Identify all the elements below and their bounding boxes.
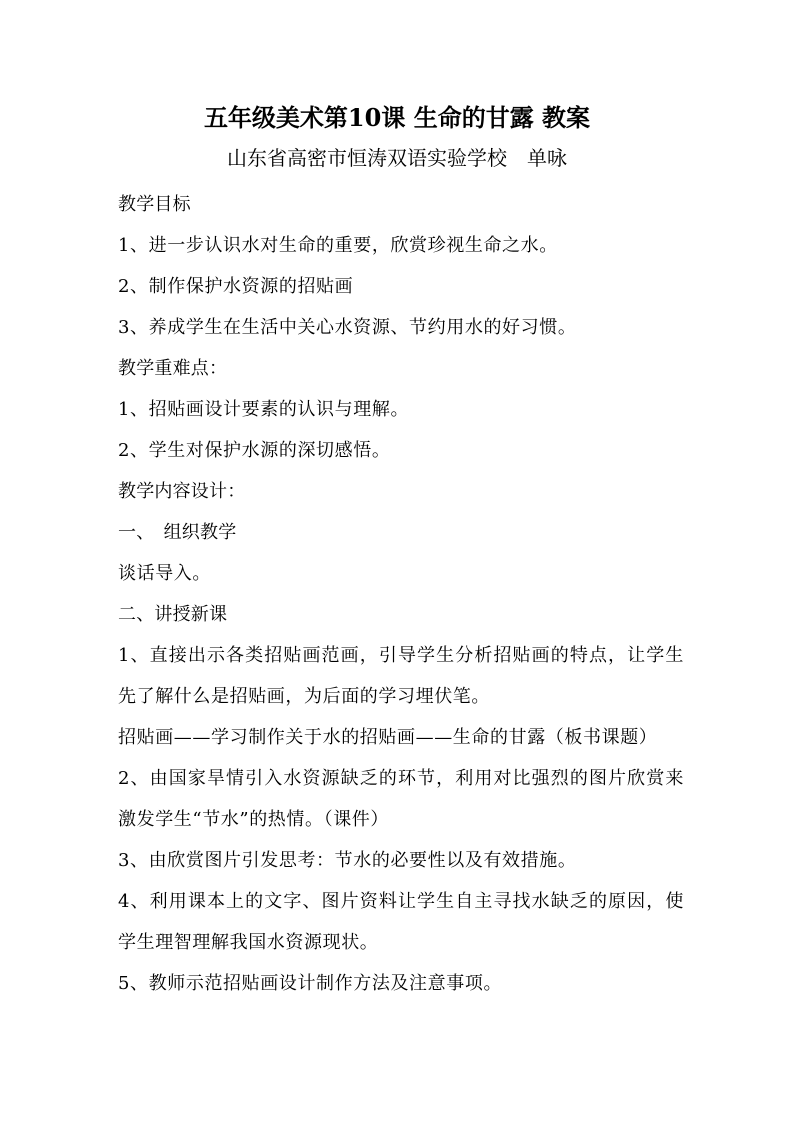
body-line: 1、进一步认识水对生命的重要，欣赏珍视生命之水。 <box>118 235 558 256</box>
section-heading-content-design: 教学内容设计： <box>118 481 246 502</box>
author-line: 山东省高密市恒涛双语实验学校 单咏 <box>227 146 567 170</box>
body-line: 1、直接出示各类招贴画范画，引导学生分析招贴画的特点，让学生 <box>118 645 685 666</box>
body-line: 2、制作保护水资源的招贴画 <box>118 276 354 297</box>
body-line: 3、由欣赏图片引发思考：节水的必要性以及有效措施。 <box>118 850 577 871</box>
section-heading-key-points: 教学重难点： <box>118 358 228 379</box>
body-line: 激发学生“节水”的热情。（课件） <box>118 809 390 830</box>
body-line: 2、学生对保护水源的深切感悟。 <box>118 440 391 461</box>
body-line: 谈话导入。 <box>118 563 211 584</box>
subsection-heading-organize: 一、 组织教学 <box>118 522 237 543</box>
body-line: 招贴画——学习制作关于水的招贴画——生命的甘露（板书课题） <box>118 727 658 748</box>
body-line: 1、招贴画设计要素的认识与理解。 <box>118 399 410 420</box>
document-title: 五年级美术第10课 生命的甘露 教案 <box>203 103 591 132</box>
body-line: 4、利用课本上的文字、图片资料让学生自主寻找水缺乏的原因，使 <box>118 891 685 912</box>
subsection-heading-new-lesson: 二、讲授新课 <box>118 604 228 625</box>
body-line: 2、由国家旱情引入水资源缺乏的环节，利用对比强烈的图片欣赏来 <box>118 768 685 789</box>
body-line: 学生理智理解我国水资源现状。 <box>118 932 379 953</box>
section-heading-objectives: 教学目标 <box>118 194 191 215</box>
body-line: 5、教师示范招贴画设计制作方法及注意事项。 <box>118 973 503 994</box>
document-body <box>118 184 698 1004</box>
body-line: 3、养成学生在生活中关心水资源、节约用水的好习惯。 <box>118 317 577 338</box>
body-line: 先了解什么是招贴画，为后面的学习埋伏笔。 <box>118 686 490 707</box>
